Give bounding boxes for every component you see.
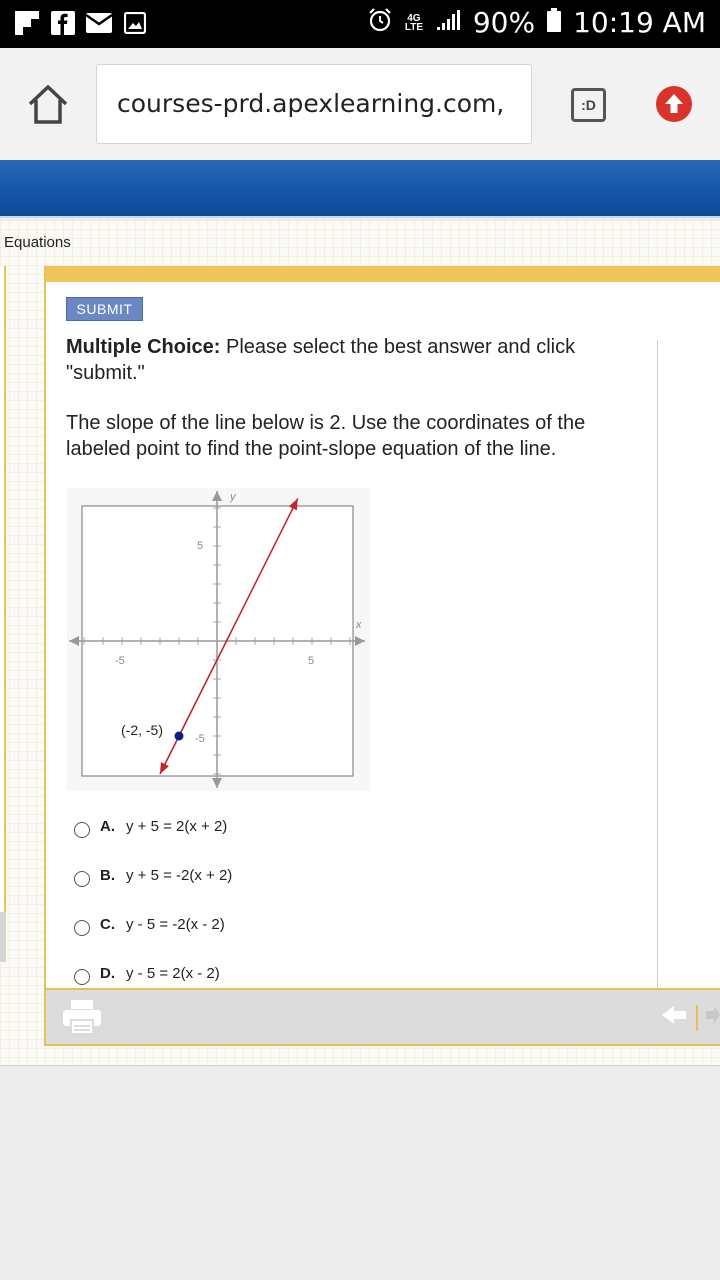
y-axis-label: y <box>230 491 236 503</box>
course-header <box>0 160 720 218</box>
question-panel <box>44 266 720 1046</box>
question-instructions <box>66 334 636 386</box>
content-divider <box>657 340 658 990</box>
panel-header <box>46 266 720 282</box>
left-panel-edge <box>0 266 6 962</box>
browser-toolbar <box>0 48 720 160</box>
battery-icon <box>547 8 561 37</box>
choice-a[interactable] <box>74 818 232 867</box>
home-icon[interactable] <box>26 82 70 126</box>
back-arrow-icon[interactable] <box>660 1004 688 1031</box>
mc-instruction: Please select the best answer and click "submit." <box>66 336 576 384</box>
x-axis-arrow-left <box>69 636 79 646</box>
answer-choices <box>74 818 232 1014</box>
question-prompt: The slope of the line below is 2. Use the coordinates of the labeled point to find the point-slope equation of the line. <box>66 412 586 460</box>
tab-switcher-button[interactable]: :D <box>571 88 606 122</box>
forward-arrow-icon[interactable] <box>706 1004 720 1031</box>
section-title: Equations <box>4 234 71 251</box>
labeled-point <box>175 732 184 741</box>
flipboard-icon <box>14 10 40 36</box>
battery-percent: 90% <box>472 6 536 39</box>
gallery-icon <box>122 10 148 36</box>
print-icon[interactable] <box>62 998 102 1036</box>
choice-b[interactable] <box>74 867 232 916</box>
x-axis-arrow-right <box>355 636 365 646</box>
mail-icon <box>86 10 112 36</box>
radio-button[interactable] <box>74 969 90 985</box>
coordinate-graph <box>67 488 370 791</box>
radio-button[interactable] <box>74 871 90 887</box>
graph-canvas <box>67 488 370 791</box>
facebook-icon <box>50 10 76 36</box>
signal-icon <box>435 8 461 37</box>
address-bar[interactable] <box>96 64 532 144</box>
x-axis-label: x <box>356 619 362 631</box>
y-tick-label-pos: 5 <box>197 540 204 552</box>
mc-label: Multiple Choice: <box>66 336 221 358</box>
status-bar <box>0 0 720 48</box>
choice-equation: y - 5 = -2(x - 2) <box>126 916 225 933</box>
x-tick-label-pos: 5 <box>308 655 315 667</box>
choice-letter: B. <box>100 867 115 884</box>
network-type: 4G LTE <box>404 12 424 33</box>
x-tick-label-neg: -5 <box>115 655 125 667</box>
choice-equation: y + 5 = 2(x + 2) <box>126 818 228 835</box>
choice-c[interactable] <box>74 916 232 965</box>
choice-letter: C. <box>100 916 115 933</box>
clock: 10:19 AM <box>573 6 706 39</box>
y-axis-arrow-up <box>212 491 222 501</box>
choice-equation: y - 5 = 2(x - 2) <box>126 965 220 982</box>
choice-equation: y + 5 = -2(x + 2) <box>126 867 233 884</box>
lesson-area <box>0 220 720 1066</box>
radio-button[interactable] <box>74 920 90 936</box>
choice-letter: A. <box>100 818 115 835</box>
alarm-icon <box>367 7 393 38</box>
submit-button[interactable]: SUBMIT <box>66 297 143 321</box>
url-text: courses-prd.apexlearning.com, <box>117 89 505 118</box>
choice-letter: D. <box>100 965 115 982</box>
bottom-toolbar <box>44 988 720 1046</box>
radio-button[interactable] <box>74 822 90 838</box>
nav-separator <box>696 1005 698 1031</box>
y-tick-label-neg: -5 <box>195 733 205 745</box>
upload-icon[interactable] <box>656 86 692 122</box>
point-label: (-2, -5) <box>121 722 163 738</box>
left-panel-footer <box>0 912 6 962</box>
y-axis-arrow-down <box>212 778 222 788</box>
